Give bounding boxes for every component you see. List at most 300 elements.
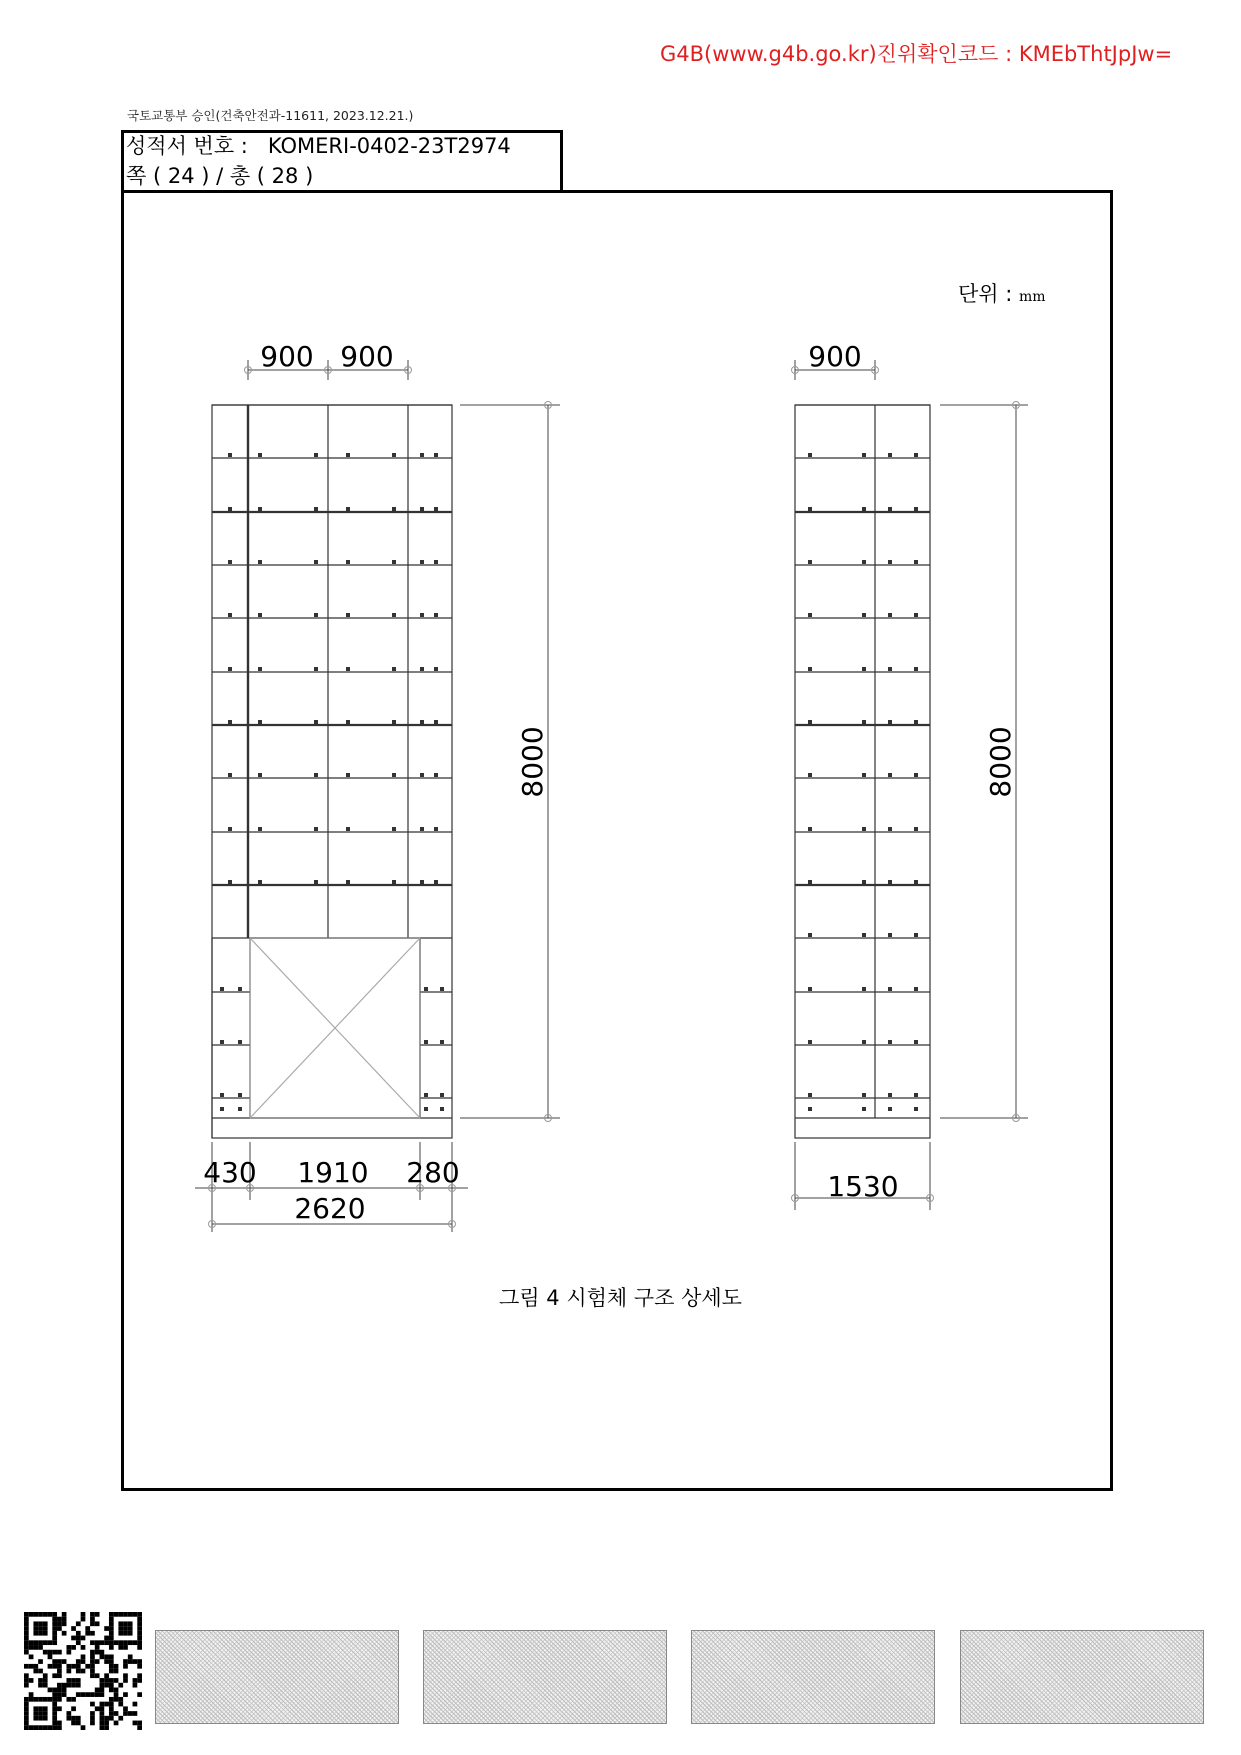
qr-module (137, 1721, 142, 1726)
fastener-mark (440, 1093, 444, 1097)
qr-module (118, 1626, 123, 1631)
fastener-mark (888, 560, 892, 564)
qr-module (33, 1697, 38, 1702)
fastener-mark (914, 987, 918, 991)
fastener-mark (808, 667, 812, 671)
qr-module (43, 1673, 48, 1678)
qr-module (57, 1669, 62, 1674)
qr-module (24, 1631, 29, 1636)
qr-module (118, 1640, 123, 1645)
right-outline (795, 405, 930, 1138)
qr-module (133, 1683, 138, 1688)
qr-module (38, 1683, 43, 1688)
qr-module (24, 1645, 29, 1650)
qr-module (100, 1725, 105, 1730)
fastener-mark (346, 613, 350, 617)
qr-module (137, 1725, 142, 1730)
qr-module (24, 1650, 29, 1655)
qr-module (90, 1721, 95, 1726)
fastener-mark (862, 880, 866, 884)
qr-module (128, 1631, 133, 1636)
qr-module (123, 1612, 128, 1617)
fastener-mark (420, 453, 424, 457)
fastener-mark (888, 613, 892, 617)
qr-module (81, 1636, 86, 1641)
qr-module (114, 1697, 119, 1702)
qr-module (123, 1692, 128, 1697)
fastener-mark (434, 667, 438, 671)
fastener-mark (862, 453, 866, 457)
qr-module (133, 1678, 138, 1683)
fastener-mark (888, 773, 892, 777)
qr-module (104, 1659, 109, 1664)
qr-module (48, 1697, 53, 1702)
fastener-mark (862, 613, 866, 617)
fastener-mark (238, 1093, 242, 1097)
qr-module (137, 1621, 142, 1626)
qr-module (114, 1721, 119, 1726)
qr-module (109, 1706, 114, 1711)
qr-module (71, 1683, 76, 1688)
qr-module (133, 1640, 138, 1645)
qr-module (57, 1706, 62, 1711)
fastener-mark (392, 453, 396, 457)
fastener-mark (220, 1093, 224, 1097)
unit-label-text: 단위 : (958, 282, 1013, 306)
qr-module (24, 1678, 29, 1683)
qr-module (57, 1688, 62, 1693)
qr-module (71, 1721, 76, 1726)
fastener-mark (888, 720, 892, 724)
qr-module (76, 1721, 81, 1726)
qr-module (123, 1659, 128, 1664)
qr-module (85, 1692, 90, 1697)
qr-module (38, 1706, 43, 1711)
qr-module (29, 1612, 34, 1617)
fastener-mark (440, 1107, 444, 1111)
fastener-mark (420, 827, 424, 831)
qr-module (114, 1612, 119, 1617)
qr-module (66, 1669, 71, 1674)
dim-left-bottom-1: 430 (203, 1156, 257, 1189)
qr-module (48, 1612, 53, 1617)
qr-module (109, 1640, 114, 1645)
qr-module (29, 1692, 34, 1697)
qr-module (66, 1645, 71, 1650)
qr-module (62, 1683, 67, 1688)
qr-module (48, 1664, 53, 1669)
qr-module (118, 1702, 123, 1707)
qr-module (62, 1692, 67, 1697)
qr-module (24, 1683, 29, 1688)
qr-module (76, 1636, 81, 1641)
qr-module (57, 1617, 62, 1622)
fastener-mark (914, 560, 918, 564)
qr-module (62, 1621, 67, 1626)
qr-module (24, 1725, 29, 1730)
qr-module (81, 1659, 86, 1664)
qr-module (100, 1650, 105, 1655)
qr-module (137, 1640, 142, 1645)
qr-module (66, 1664, 71, 1669)
qr-module (57, 1721, 62, 1726)
qr-module (66, 1683, 71, 1688)
qr-module (76, 1621, 81, 1626)
fastener-mark (392, 507, 396, 511)
qr-module (76, 1683, 81, 1688)
fastener-mark (914, 507, 918, 511)
qr-module (100, 1678, 105, 1683)
fastener-mark (914, 453, 918, 457)
fastener-mark (862, 827, 866, 831)
fastener-mark (228, 507, 232, 511)
fastener-mark (314, 560, 318, 564)
qr-module (71, 1664, 76, 1669)
qr-module (43, 1640, 48, 1645)
qr-module (109, 1697, 114, 1702)
qr-module (57, 1659, 62, 1664)
fastener-mark (862, 987, 866, 991)
fastener-mark (220, 987, 224, 991)
qr-module (52, 1702, 57, 1707)
qr-module (24, 1711, 29, 1716)
fastener-mark (258, 667, 262, 671)
dim-right-height: 8000 (984, 726, 1017, 798)
qr-module (109, 1654, 114, 1659)
fastener-mark (346, 667, 350, 671)
fastener-mark (808, 827, 812, 831)
qr-module (43, 1706, 48, 1711)
qr-module (48, 1725, 53, 1730)
qr-module (33, 1725, 38, 1730)
qr-module (109, 1688, 114, 1693)
qr-module (90, 1621, 95, 1626)
fastener-mark (914, 613, 918, 617)
fastener-mark (420, 613, 424, 617)
qr-module (85, 1664, 90, 1669)
qr-module (52, 1721, 57, 1726)
qr-module (29, 1697, 34, 1702)
qr-module (100, 1711, 105, 1716)
qr-module (114, 1688, 119, 1693)
qr-module (90, 1716, 95, 1721)
fastener-mark (808, 1107, 812, 1111)
qr-module (43, 1683, 48, 1688)
qr-module (137, 1659, 142, 1664)
qr-module (133, 1659, 138, 1664)
fastener-mark (314, 667, 318, 671)
fastener-mark (258, 613, 262, 617)
qr-module (24, 1716, 29, 1721)
fastener-mark (914, 720, 918, 724)
fastener-mark (914, 1093, 918, 1097)
qr-module (109, 1711, 114, 1716)
qr-module (38, 1697, 43, 1702)
qr-module (57, 1664, 62, 1669)
fastener-mark (314, 507, 318, 511)
qr-module (109, 1664, 114, 1669)
fastener-mark (888, 987, 892, 991)
qr-module (123, 1673, 128, 1678)
qr-module (57, 1725, 62, 1730)
fastener-mark (440, 987, 444, 991)
qr-module (85, 1626, 90, 1631)
qr-module (52, 1626, 57, 1631)
qr-module (109, 1626, 114, 1631)
qr-module (104, 1683, 109, 1688)
qr-code-icon (24, 1612, 142, 1730)
fastener-mark (862, 1040, 866, 1044)
dim-left-bottom-3: 280 (406, 1156, 460, 1189)
qr-module (123, 1621, 128, 1626)
fastener-mark (258, 720, 262, 724)
fastener-mark (420, 507, 424, 511)
qr-module (33, 1711, 38, 1716)
qr-module (123, 1706, 128, 1711)
fastener-mark (392, 667, 396, 671)
qr-module (104, 1673, 109, 1678)
qr-module (76, 1678, 81, 1683)
qr-module (38, 1716, 43, 1721)
qr-module (29, 1640, 34, 1645)
dim-right-top: 900 (808, 340, 862, 373)
verification-code: G4B(www.g4b.go.kr)진위확인코드 : KMEbThtJpJw= (660, 42, 1173, 66)
qr-module (24, 1706, 29, 1711)
fastener-mark (346, 880, 350, 884)
fastener-mark (888, 453, 892, 457)
qr-module (128, 1654, 133, 1659)
qr-module (66, 1716, 71, 1721)
qr-module (95, 1692, 100, 1697)
qr-module (137, 1631, 142, 1636)
security-stamp-2 (423, 1630, 667, 1724)
qr-module (43, 1621, 48, 1626)
qr-module (109, 1683, 114, 1688)
fastener-mark (434, 773, 438, 777)
fastener-mark (392, 773, 396, 777)
security-stamp-4 (960, 1630, 1204, 1724)
fastener-mark (420, 560, 424, 564)
qr-module (133, 1702, 138, 1707)
qr-module (43, 1725, 48, 1730)
qr-module (109, 1716, 114, 1721)
fastener-mark (228, 560, 232, 564)
qr-module (104, 1725, 109, 1730)
qr-module (100, 1654, 105, 1659)
qr-module (57, 1692, 62, 1697)
qr-module (52, 1617, 57, 1622)
qr-module (33, 1664, 38, 1669)
qr-module (128, 1640, 133, 1645)
fastener-mark (314, 453, 318, 457)
qr-module (43, 1612, 48, 1617)
fastener-mark (314, 880, 318, 884)
qr-module (29, 1725, 34, 1730)
fastener-mark (346, 827, 350, 831)
qr-module (29, 1678, 34, 1683)
fastener-mark (434, 560, 438, 564)
fastener-mark (420, 720, 424, 724)
fastener-mark (238, 1040, 242, 1044)
fastener-mark (314, 720, 318, 724)
qr-module (24, 1617, 29, 1622)
qr-module (62, 1631, 67, 1636)
dim-left-total: 2620 (294, 1192, 366, 1225)
fastener-mark (862, 1107, 866, 1111)
qr-module (71, 1697, 76, 1702)
fastener-mark (914, 1040, 918, 1044)
qr-module (90, 1654, 95, 1659)
qr-module (90, 1692, 95, 1697)
qr-module (38, 1631, 43, 1636)
qr-module (33, 1612, 38, 1617)
fastener-mark (888, 1107, 892, 1111)
qr-module (29, 1645, 34, 1650)
fastener-mark (346, 773, 350, 777)
qr-module (43, 1697, 48, 1702)
qr-module (109, 1702, 114, 1707)
fastener-mark (424, 1040, 428, 1044)
fastener-mark (888, 667, 892, 671)
qr-module (90, 1702, 95, 1707)
qr-module (66, 1697, 71, 1702)
qr-module (62, 1659, 67, 1664)
qr-module (90, 1631, 95, 1636)
qr-module (48, 1650, 53, 1655)
qr-module (128, 1659, 133, 1664)
qr-module (24, 1626, 29, 1631)
qr-module (33, 1621, 38, 1626)
qr-module (52, 1688, 57, 1693)
qr-module (43, 1716, 48, 1721)
qr-module (104, 1626, 109, 1631)
qr-module (24, 1697, 29, 1702)
qr-module (66, 1650, 71, 1655)
fastener-mark (392, 560, 396, 564)
qr-module (81, 1654, 86, 1659)
qr-module (95, 1659, 100, 1664)
qr-module (38, 1612, 43, 1617)
qr-module (109, 1636, 114, 1641)
qr-module (52, 1650, 57, 1655)
fastener-mark (420, 880, 424, 884)
qr-module (52, 1621, 57, 1626)
qr-module (52, 1716, 57, 1721)
fastener-mark (258, 880, 262, 884)
qr-module (57, 1650, 62, 1655)
fastener-mark (434, 880, 438, 884)
fastener-mark (862, 720, 866, 724)
qr-module (33, 1626, 38, 1631)
qr-module (90, 1612, 95, 1617)
fastener-mark (258, 827, 262, 831)
fastener-mark (914, 880, 918, 884)
qr-module (33, 1631, 38, 1636)
dim-left-top-1: 900 (260, 340, 314, 373)
qr-module (38, 1678, 43, 1683)
qr-module (71, 1678, 76, 1683)
fastener-mark (862, 773, 866, 777)
fastener-mark (258, 773, 262, 777)
fastener-mark (228, 827, 232, 831)
qr-module (90, 1664, 95, 1669)
qr-module (33, 1669, 38, 1674)
qr-module (137, 1692, 142, 1697)
fastener-mark (914, 1107, 918, 1111)
qr-module (104, 1721, 109, 1726)
qr-module (38, 1659, 43, 1664)
fastener-mark (258, 453, 262, 457)
qr-module (90, 1650, 95, 1655)
qr-module (133, 1612, 138, 1617)
fastener-mark (914, 933, 918, 937)
qr-module (118, 1697, 123, 1702)
qr-module (43, 1678, 48, 1683)
qr-module (38, 1711, 43, 1716)
fastener-mark (220, 1107, 224, 1111)
qr-module (100, 1716, 105, 1721)
fastener-mark (314, 613, 318, 617)
qr-module (43, 1711, 48, 1716)
qr-module (123, 1664, 128, 1669)
fastener-mark (862, 507, 866, 511)
qr-module (29, 1664, 34, 1669)
right-specimen-elevation (795, 405, 930, 1138)
qr-module (57, 1683, 62, 1688)
fastener-mark (228, 613, 232, 617)
qr-module (104, 1636, 109, 1641)
qr-module (81, 1617, 86, 1622)
qr-module (33, 1706, 38, 1711)
qr-module (48, 1654, 53, 1659)
fastener-mark (888, 933, 892, 937)
qr-module (109, 1645, 114, 1650)
qr-module (33, 1716, 38, 1721)
qr-module (100, 1688, 105, 1693)
fastener-mark (346, 560, 350, 564)
fastener-mark (346, 507, 350, 511)
fastener-mark (392, 613, 396, 617)
fastener-mark (888, 880, 892, 884)
qr-module (38, 1621, 43, 1626)
fastener-mark (808, 613, 812, 617)
qr-module (137, 1626, 142, 1631)
qr-module (52, 1706, 57, 1711)
qr-module (76, 1640, 81, 1645)
fastener-mark (228, 667, 232, 671)
fastener-mark (808, 773, 812, 777)
fastener-mark (314, 827, 318, 831)
qr-module (104, 1640, 109, 1645)
report-number: 성적서 번호 : KOMERI-0402-23T2974 (126, 134, 511, 158)
qr-module (24, 1702, 29, 1707)
qr-module (52, 1640, 57, 1645)
fastener-mark (808, 1040, 812, 1044)
qr-module (95, 1650, 100, 1655)
qr-module (109, 1631, 114, 1636)
qr-module (57, 1673, 62, 1678)
fastener-mark (346, 453, 350, 457)
fastener-mark (424, 1093, 428, 1097)
fastener-mark (862, 1093, 866, 1097)
qr-module (133, 1721, 138, 1726)
qr-module (114, 1664, 119, 1669)
fastener-mark (314, 773, 318, 777)
qr-module (43, 1631, 48, 1636)
qr-module (109, 1659, 114, 1664)
qr-module (95, 1673, 100, 1678)
qr-module (90, 1669, 95, 1674)
